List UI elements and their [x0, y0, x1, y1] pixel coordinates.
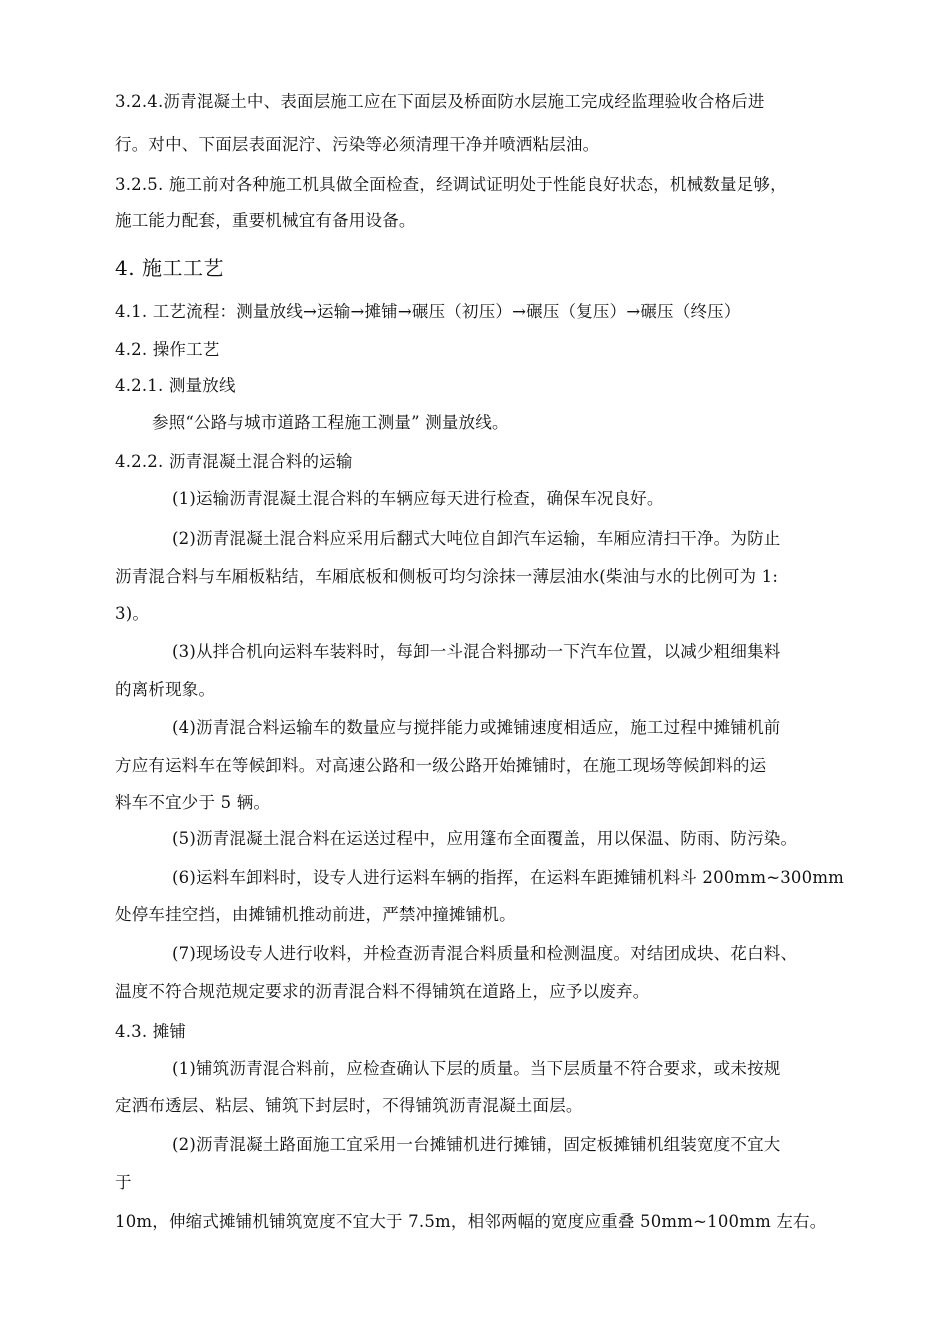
section-4-2: 4.2. 操作工艺: [115, 340, 220, 359]
paragraph-3-2-5-line-2: 施工能力配套，重要机械宜有备用设备。: [115, 211, 416, 230]
item-2-line-3: 3)。: [115, 604, 150, 623]
item-4-line-1: (4)沥青混合料运输车的数量应与搅拌能力或摊铺速度相适应，施工过程中摊铺机前: [172, 718, 781, 737]
item-2-line-2: 沥青混合料与车厢板粘结，车厢底板和侧板可均匀涂抹一薄层油水(柴油与水的比例可为 1:: [115, 567, 779, 586]
item-7-line-2: 温度不符合规范规定要求的沥青混合料不得铺筑在道路上，应予以废弃。: [115, 982, 650, 1001]
item-1-line-1: (1)运输沥青混凝土混合料的车辆应每天进行检查，确保车况良好。: [172, 489, 664, 508]
item-3-line-1: (3)从拌合机向运料车装料时，每卸一斗混合料挪动一下汽车位置，以减少粗细集料: [172, 642, 781, 661]
item-4-line-3: 料车不宜少于 5 辆。: [115, 793, 271, 812]
paving-item-2-line-2: 于: [115, 1173, 132, 1192]
paving-item-2-line-1: (2)沥青混凝土路面施工宜采用一台摊铺机进行摊铺，固定板摊铺机组装宽度不宜大: [172, 1135, 781, 1154]
item-3-line-2: 的离析现象。: [115, 680, 216, 699]
paragraph-3-2-4-line-1: 3.2.4.沥青混凝土中、表面层施工应在下面层及桥面防水层施工完成经监理验收合格后进: [115, 92, 765, 111]
paragraph-3-2-4-line-2: 行。对中、下面层表面泥泞、污染等必须清理干净并喷洒粘层油。: [115, 135, 600, 154]
section-4-3: 4.3. 摊铺: [115, 1022, 187, 1041]
item-4-line-2: 方应有运料车在等候卸料。对高速公路和一级公路开始摊铺时，在施工现场等候卸料的运: [115, 756, 767, 775]
section-4-2-1: 4.2.1. 测量放线: [115, 376, 236, 395]
paving-item-1-line-1: (1)铺筑沥青混合料前，应检查确认下层的质量。当下层质量不符合要求，或未按规: [172, 1059, 781, 1078]
section-4-heading: 4. 施工工艺: [115, 256, 224, 280]
section-4-1: 4.1. 工艺流程：测量放线→运输→摊铺→碾压（初压）→碾压（复压）→碾压（终压）: [115, 302, 741, 321]
item-6-line-2: 处停车挂空挡，由摊铺机推动前进，严禁冲撞摊铺机。: [115, 905, 516, 924]
item-6-line-1: (6)运料车卸料时，设专人进行运料车辆的指挥，在运料车距摊铺机料斗 200mm~300mm: [172, 868, 845, 887]
section-4-2-1-body: 参照“公路与城市道路工程施工测量” 测量放线。: [152, 413, 509, 432]
section-4-2-2: 4.2.2. 沥青混凝土混合料的运输: [115, 452, 353, 471]
paragraph-3-2-5-line-1: 3.2.5. 施工前对各种施工机具做全面检查，经调试证明处于性能良好状态，机械数量足够，: [115, 175, 787, 194]
item-2-line-1: (2)沥青混凝土混合料应采用后翻式大吨位自卸汽车运输，车厢应清扫干净。为防止: [172, 529, 781, 548]
paving-item-2-line-3: 10m，伸缩式摊铺机铺筑宽度不宜大于 7.5m，相邻两幅的宽度应重叠 50mm~100mm 左右。: [115, 1212, 827, 1231]
paving-item-1-line-2: 定洒布透层、粘层、铺筑下封层时，不得铺筑沥青混凝土面层。: [115, 1096, 583, 1115]
item-7-line-1: (7)现场设专人进行收料，并检查沥青混合料质量和检测温度。对结团成块、花白料、: [172, 944, 798, 963]
item-5-line-1: (5)沥青混凝土混合料在运送过程中，应用篷布全面覆盖，用以保温、防雨、防污染。: [172, 829, 798, 848]
